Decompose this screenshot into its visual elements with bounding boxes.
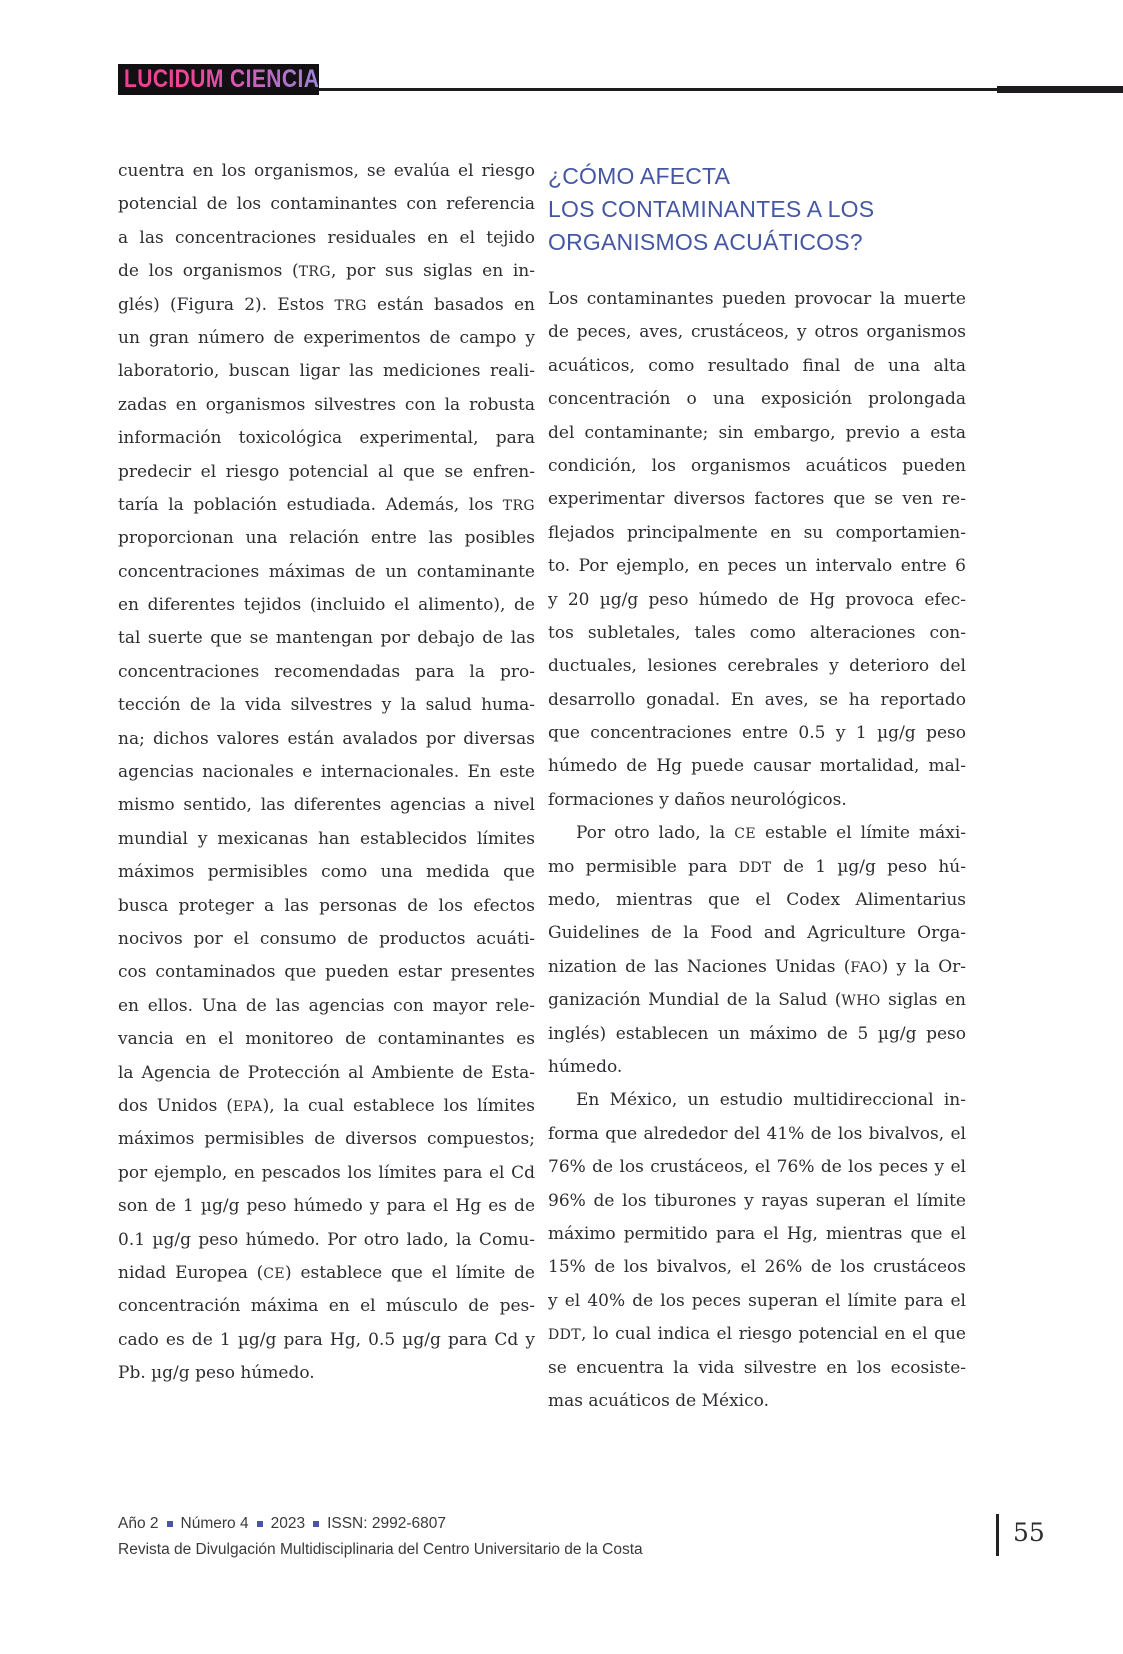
footer-bullet-icon bbox=[167, 1521, 173, 1527]
page-number-rule bbox=[996, 1514, 999, 1556]
body-text-line: vancia en el monitoreo de contaminantes es bbox=[118, 1029, 535, 1050]
body-text-line: tos subletales, tales como alteraciones con- bbox=[548, 622, 966, 643]
body-text-line: información toxicológica experimental, para bbox=[118, 428, 535, 449]
body-text-line: la Agencia de Protección al Ambiente de Esta- bbox=[118, 1062, 535, 1083]
body-text-line: glés) (Figura 2). Estos TRG están basados en bbox=[118, 294, 535, 315]
acronym-smallcaps: TRG bbox=[298, 264, 331, 281]
acronym-smallcaps: TRG bbox=[334, 297, 367, 314]
body-text-line: nidad Europea (CE) establece que el límite de bbox=[118, 1262, 535, 1283]
acronym-smallcaps: CE bbox=[734, 826, 756, 843]
body-text-line: que concentraciones entre 0.5 y 1 µg/g peso bbox=[548, 723, 966, 744]
body-text-line: mo permisible para DDT de 1 µg/g peso hú- bbox=[548, 856, 966, 877]
body-text-line: y 20 µg/g peso húmedo de Hg provoca efec- bbox=[548, 589, 966, 610]
body-text-line: Pb. µg/g peso húmedo. bbox=[118, 1363, 315, 1384]
body-text-line: busca proteger a las personas de los efectos bbox=[118, 895, 535, 916]
body-text-line: se encuentra la vida silvestre en los ecosiste- bbox=[548, 1357, 966, 1378]
body-text-line: a las concentraciones residuales en el tejido bbox=[118, 227, 535, 248]
header-rule-thin bbox=[319, 88, 997, 91]
body-text-line: en ellos. Una de las agencias con mayor rele- bbox=[118, 995, 535, 1016]
body-text-line: medo, mientras que el Codex Alimentarius bbox=[548, 890, 966, 911]
left-text-column bbox=[118, 155, 535, 1390]
body-text-line: proporcionan una relación entre las posibles bbox=[118, 528, 535, 549]
acronym-smallcaps: CE bbox=[263, 1265, 286, 1282]
body-text-line: cado es de 1 µg/g para Hg, 0.5 µg/g para Cd y bbox=[118, 1329, 535, 1350]
footer-issue-info bbox=[118, 1515, 446, 1533]
journal-logo bbox=[118, 64, 319, 95]
body-text-line: máximo permitido para el Hg, mientras que el bbox=[548, 1223, 966, 1244]
body-text-line: potencial de los contaminantes con referencia bbox=[118, 194, 535, 215]
body-text-line: condición, los organismos acuáticos pueden bbox=[548, 455, 966, 476]
body-text-line: nization de las Naciones Unidas (FAO) y la Or- bbox=[548, 956, 966, 977]
body-text-line: to. Por ejemplo, en peces un intervalo entre 6 bbox=[548, 556, 966, 577]
body-text-line: dos Unidos (EPA), la cual establece los límites bbox=[118, 1095, 535, 1116]
body-text-line: 0.1 µg/g peso húmedo. Por otro lado, la Comu- bbox=[118, 1229, 535, 1250]
acronym-smallcaps: TRG bbox=[502, 497, 535, 514]
acronym-smallcaps: FAO bbox=[850, 959, 882, 976]
body-text-line: DDT, lo cual indica el riesgo potencial en el que bbox=[548, 1324, 966, 1345]
body-text-line: desarrollo gonadal. En aves, se ha reportado bbox=[548, 689, 966, 710]
section-heading-line: ORGANISMOS ACUÁTICOS? bbox=[548, 229, 863, 255]
body-text-line: 76% de los crustáceos, el 76% de los peces y el bbox=[548, 1157, 966, 1178]
body-text-line: un gran número de experimentos de campo y bbox=[118, 327, 535, 348]
footer-meta-item: 2023 bbox=[270, 1515, 306, 1532]
body-text-line: en diferentes tejidos (incluido el alimento), de bbox=[118, 595, 535, 616]
body-text-line: zadas en organismos silvestres con la robusta bbox=[118, 394, 535, 415]
section-heading-line: ¿CÓMO AFECTA bbox=[548, 163, 731, 189]
body-text-line: agencias nacionales e internacionales. En este bbox=[118, 762, 535, 783]
body-text-line: 96% de los tiburones y rayas superan el límite bbox=[548, 1190, 966, 1211]
right-text-column bbox=[548, 160, 966, 1418]
body-text-line: forma que alrededor del 41% de los bivalvos, el bbox=[548, 1123, 966, 1144]
body-text-line: mismo sentido, las diferentes agencias a nivel bbox=[118, 795, 535, 816]
body-text-line: de peces, aves, crustáceos, y otros organismos bbox=[548, 322, 966, 343]
body-text-line: Guidelines de la Food and Agriculture Orga- bbox=[548, 923, 966, 944]
body-text-line: cuentra en los organismos, se evalúa el riesgo bbox=[118, 161, 535, 181]
acronym-smallcaps: EPA bbox=[232, 1098, 263, 1115]
body-text-line: de los organismos (TRG, por sus siglas en in- bbox=[118, 261, 535, 282]
body-text-line: Por otro lado, la CE estable el límite máxi- bbox=[576, 823, 966, 844]
footer-meta-item: Año 2 bbox=[118, 1515, 159, 1532]
body-text-line: flejados principalmente en su comportamien- bbox=[548, 522, 966, 543]
section-heading-line: LOS CONTAMINANTES A LOS bbox=[548, 196, 875, 222]
body-text-line: cos contaminados que pueden estar presentes bbox=[118, 962, 535, 983]
body-text-line: formaciones y daños neurológicos. bbox=[548, 789, 847, 810]
body-text-line: ganización Mundial de la Salud (WHO siglas en bbox=[548, 990, 966, 1011]
body-text-line: máximos permisibles de diversos compuestos; bbox=[118, 1129, 535, 1150]
body-text-line: concentraciones máximas de un contaminante bbox=[118, 561, 535, 582]
body-text-line: y el 40% de los peces superan el límite para el bbox=[548, 1290, 966, 1311]
footer-meta-item: Número 4 bbox=[180, 1515, 249, 1532]
body-text-line: tal suerte que se mantengan por debajo de las bbox=[118, 628, 535, 649]
body-text-line: ductuales, lesiones cerebrales y deterioro del bbox=[548, 656, 966, 677]
body-text-line: inglés) establecen un máximo de 5 µg/g peso bbox=[548, 1023, 966, 1044]
body-text-line: acuáticos, como resultado final de una alta bbox=[548, 355, 966, 376]
footer-bullet-icon bbox=[313, 1521, 319, 1527]
body-text-line: taría la población estudiada. Además, los TRG bbox=[118, 494, 535, 515]
footer-bullet-icon bbox=[257, 1521, 263, 1527]
section-heading bbox=[548, 160, 966, 259]
body-text-line: mundial y mexicanas han establecidos límites bbox=[118, 828, 535, 849]
body-text-line: máximos permisibles como una medida que bbox=[118, 862, 535, 883]
acronym-smallcaps: DDT bbox=[738, 859, 772, 876]
body-text-line: concentración o una exposición prolongada bbox=[548, 389, 966, 410]
acronym-smallcaps: WHO bbox=[841, 993, 881, 1010]
body-text-line: húmedo. bbox=[548, 1056, 623, 1077]
acronym-smallcaps: DDT bbox=[548, 1327, 581, 1344]
body-text-line: predecir el riesgo potencial al que se enfren- bbox=[118, 461, 535, 482]
body-text-line: húmedo de Hg puede causar mortalidad, mal- bbox=[548, 756, 966, 777]
body-text-line: En México, un estudio multidireccional in- bbox=[576, 1090, 966, 1111]
body-text-line: experimentar diversos factores que se ven re- bbox=[548, 489, 966, 510]
body-text-line: 15% de los bivalvos, el 26% de los crustáceos bbox=[548, 1257, 966, 1278]
page-number: 55 bbox=[1013, 1518, 1045, 1547]
body-text-line: mas acuáticos de México. bbox=[548, 1390, 769, 1411]
header-rule-thick bbox=[997, 86, 1123, 93]
footer-meta-item: ISSN: 2992-6807 bbox=[327, 1515, 446, 1532]
body-text-line: concentración máxima en el músculo de pes- bbox=[118, 1296, 535, 1317]
body-text-line: nocivos por el consumo de productos acuáti- bbox=[118, 928, 535, 949]
body-text-line: tección de la vida silvestres y la salud huma- bbox=[118, 695, 535, 716]
footer-journal-name: Revista de Divulgación Multidisciplinaria del Centro Universitario de la Costa bbox=[118, 1541, 643, 1558]
body-text-line: del contaminante; sin embargo, previo a esta bbox=[548, 422, 966, 443]
body-text-line: Los contaminantes pueden provocar la muerte bbox=[548, 289, 966, 309]
body-text-line: por ejemplo, en pescados los límites para el Cd bbox=[118, 1162, 535, 1183]
right-column-body bbox=[548, 283, 966, 1418]
body-text-line: na; dichos valores están avalados por diversas bbox=[118, 728, 535, 749]
body-text-line: concentraciones recomendadas para la pro- bbox=[118, 661, 535, 682]
journal-logo-text: LUCIDUM CIENCIA bbox=[124, 65, 320, 93]
body-text-line: laboratorio, buscan ligar las mediciones reali- bbox=[118, 361, 535, 382]
body-text-line: son de 1 µg/g peso húmedo y para el Hg es de bbox=[118, 1196, 535, 1217]
